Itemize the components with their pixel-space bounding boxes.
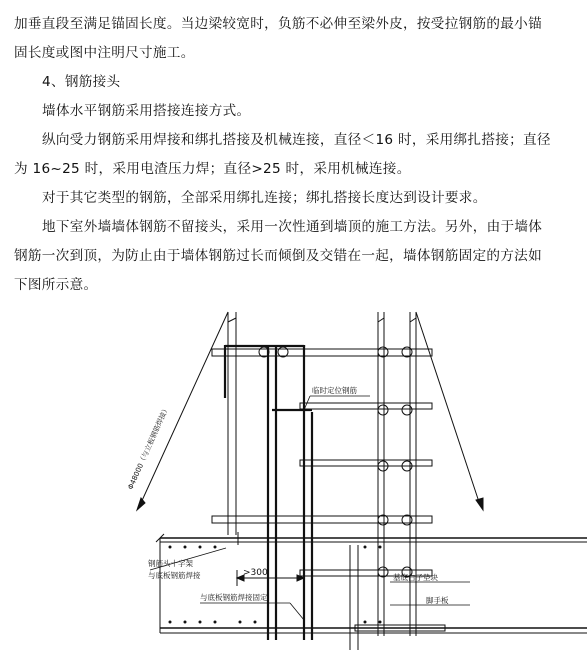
label-weld-base: 与底板钢筋焊接 <box>148 571 201 580</box>
label-brace: Φ48000（与立板钢筋焊接） <box>126 404 171 491</box>
cross-head <box>232 532 244 545</box>
leader-lines <box>150 396 470 620</box>
label-weld-fix: 与底板钢筋焊接固定 <box>200 593 268 602</box>
scaffold-right-tubes <box>378 312 416 636</box>
paragraph-line: 固长度或图中注明尺寸施工。 <box>14 45 195 61</box>
paragraph-line: 下图所示意。 <box>14 277 98 293</box>
paragraph-line: 地下室外墙墙体钢筋不留接头，采用一次性通到墙顶的施工方法。另外，由于墙体 <box>42 219 543 235</box>
label-scaffold-board: 脚手板 <box>426 596 449 605</box>
paragraph-line: 墙体水平钢筋采用搭接连接方式。 <box>42 103 251 119</box>
label-temp-bar: 临时定位钢筋 <box>312 386 357 395</box>
section-heading: 4、钢筋接头 <box>42 74 121 90</box>
wall-rebar-fixing-diagram <box>0 300 587 659</box>
paragraph-line: 对于其它类型的钢筋，全部采用绑扎连接；绑扎搭接长度达到设计要求。 <box>42 190 487 206</box>
paragraph-line: 加垂直段至满足锚固长度。当边梁较宽时，负筋不必伸至梁外皮，按受拉钢筋的最小锚 <box>14 16 542 32</box>
label-gt300: >300 <box>243 568 268 578</box>
label-base-pad: 基底白子垫块 <box>393 573 438 582</box>
paragraph-line: 纵向受力钢筋采用焊接和绑扎搭接及机械连接，直径＜16 时，采用绑扎搭接；直径 <box>42 132 551 148</box>
paragraph-line: 钢筋一次到顶，为防止由于墙体钢筋过长而倾倒及交错在一起，墙体钢筋固定的方法如 <box>14 248 542 264</box>
paragraph-line: 为 16~25 时，采用电渣压力焊；直径>25 时，采用机械连接。 <box>14 161 411 177</box>
foundation-slab <box>156 534 587 650</box>
label-cross-head: 钢筋头十字架 <box>148 559 193 568</box>
